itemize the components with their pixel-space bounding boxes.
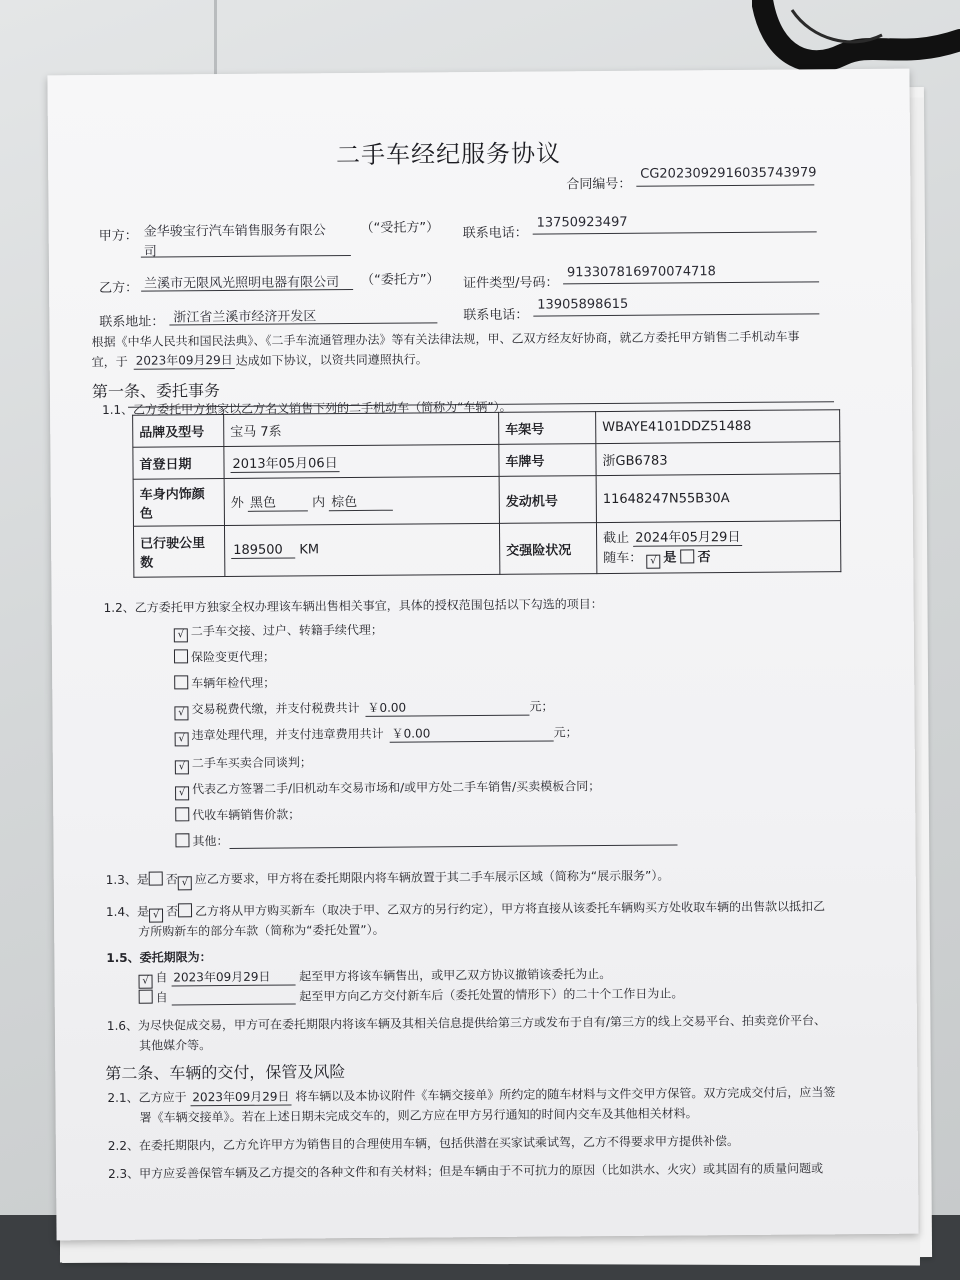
phone-cord bbox=[752, 0, 960, 70]
preamble-date: 2023年09月29日 bbox=[134, 351, 235, 370]
scope-item-label: 代收车辆销售价款； bbox=[192, 807, 301, 823]
clause-2-3: 2.3、甲方应妥善保管车辆及乙方提交的各种文件和有关材料；但是车辆由于不可抗力的原因（比如洪水、火灾）或其固有的质量问题或 bbox=[108, 1161, 824, 1181]
clause-1-4 bbox=[106, 897, 825, 923]
mileage-value-cell bbox=[224, 523, 499, 576]
term-option-1-from: 自 bbox=[155, 970, 168, 985]
party-b-id-number: 913307816970074718 bbox=[566, 264, 716, 281]
party-a-phone: 13750923497 bbox=[536, 214, 628, 231]
party-b-name: 兰溪市无限风光照明电器有限公司 bbox=[144, 275, 340, 292]
clause-1-3 bbox=[106, 867, 670, 891]
clause-1-2-intro: 1.2、乙方委托甲方独家全权办理该车辆出售相关事宜，具体的授权范围包括以下勾选的项目： bbox=[103, 597, 603, 615]
party-a-phone-line bbox=[533, 231, 817, 234]
term-option-2-text: 起至甲方向乙方交付新车后（委托处置的情形下）的二十个工作日为止。 bbox=[299, 986, 684, 1004]
color-label-line-1: 车身内饰颜 bbox=[139, 487, 205, 503]
clause-1-3-yes: 是 bbox=[136, 872, 149, 887]
insurance-value-cell bbox=[596, 521, 840, 574]
vin-value-cell: WBAYE4101DDZ51488 bbox=[596, 410, 840, 444]
scope-checkbox[interactable]: √ bbox=[174, 706, 188, 720]
scope-item-label: 代表乙方签署二手/旧机动车交易市场和/或甲方处二手车销售/买卖模板合同； bbox=[191, 779, 601, 797]
violation-amount: ￥0.00 bbox=[390, 723, 554, 742]
scope-item-label: 违章处理代理，并支付违章费用共计 bbox=[191, 726, 384, 743]
clause-2-2: 2.2、在委托期限内，乙方允许甲方为销售目的合理使用车辆，包括供潜在买家试乘试驾，乙方不得要求甲方提供补偿。 bbox=[107, 1134, 739, 1153]
insurance-until-label: 截止 bbox=[603, 530, 630, 547]
clause-1-3-yes-checkbox[interactable] bbox=[149, 872, 163, 886]
preamble-line-2b: 达成如下协议，以资共同遵照执行。 bbox=[235, 352, 428, 368]
scope-item-inspection bbox=[174, 674, 275, 692]
scope-item-insurance bbox=[174, 648, 275, 666]
mileage-label-cell bbox=[133, 526, 224, 578]
party-a-name-cont: 司 bbox=[143, 244, 157, 260]
term-option-1-checkbox[interactable]: √ bbox=[139, 975, 153, 989]
exterior-color: 黑色 bbox=[248, 491, 308, 511]
term-option-2 bbox=[139, 984, 684, 1005]
engine-value-cell: 11648247N55B30A bbox=[596, 474, 840, 523]
scope-checkbox[interactable]: √ bbox=[175, 760, 189, 774]
reg-date-value-cell bbox=[224, 444, 499, 478]
interior-label: 内 bbox=[312, 495, 326, 511]
scope-item-label: 保险变更代理； bbox=[190, 649, 276, 665]
interior-color: 棕色 bbox=[329, 491, 393, 512]
clause-1-4-cont: 方所购新车的部分车款（简称为“委托处置”）。 bbox=[138, 922, 385, 939]
insurance-until-date: 2024年05月29日 bbox=[633, 526, 742, 547]
mileage-label-line-2: 数 bbox=[140, 555, 154, 571]
document-title: 二手车经纪服务协议 bbox=[335, 139, 562, 170]
scope-checkbox[interactable] bbox=[174, 649, 188, 663]
party-b-label: 乙方： bbox=[99, 280, 139, 297]
brand-value-cell: 宝马 7系 bbox=[224, 412, 499, 446]
contract-number: CG2023092916035743979 bbox=[640, 165, 817, 182]
term-option-1-date: 2023年09月29日 bbox=[171, 967, 295, 986]
term-option-2-checkbox[interactable] bbox=[139, 990, 153, 1004]
term-option-2-from: 自 bbox=[155, 990, 168, 1005]
party-b-role: （“委托方”） bbox=[360, 272, 440, 288]
insurance-label-cell: 交强险状况 bbox=[499, 523, 596, 575]
engine-label-cell: 发动机号 bbox=[499, 476, 596, 524]
insurance-yes-label: 是 bbox=[663, 550, 677, 566]
scope-item-label: 二手车交接、过户、转籍手续代理； bbox=[190, 622, 383, 639]
scope-item-label: 二手车买卖合同谈判； bbox=[191, 755, 312, 771]
scope-checkbox[interactable]: √ bbox=[175, 786, 189, 800]
clause-2-1-cont: 署《车辆交接单》。若在上述日期未完成交车的，则乙方应在甲方另行通知的时间内交车及其他相关材料。 bbox=[139, 1106, 698, 1125]
vehicle-info-table bbox=[132, 409, 841, 578]
mileage-value: 189500 bbox=[231, 542, 295, 559]
id-type-label: 证件类型/号码： bbox=[463, 275, 559, 292]
party-a-phone-label: 联系电话： bbox=[462, 225, 528, 242]
table-row bbox=[133, 474, 840, 527]
clause-2-1-start: 2.1、乙方应于 bbox=[107, 1090, 187, 1105]
contract-page bbox=[47, 69, 918, 1241]
violation-yuan: 元； bbox=[553, 725, 578, 740]
clause-1-4-yes: 是 bbox=[137, 904, 150, 919]
party-b-address: 浙江省兰溪市经济开发区 bbox=[173, 309, 317, 326]
vin-label-cell: 车架号 bbox=[499, 412, 596, 445]
exterior-label: 外 bbox=[230, 495, 244, 511]
clause-2-1-text: 将车辆以及本协议附件《车辆交接单》所约定的随车材料与文件交甲方保管。双方完成交付后，应当签 bbox=[295, 1085, 836, 1104]
scope-checkbox[interactable]: √ bbox=[174, 628, 188, 642]
scope-checkbox[interactable] bbox=[175, 807, 189, 821]
preamble-line-2a: 宜，于 bbox=[91, 354, 128, 370]
reg-date-value: 2013年05月06日 bbox=[230, 452, 339, 473]
scope-item-collect-payment bbox=[175, 805, 300, 823]
scope-item-negotiation bbox=[175, 753, 312, 774]
party-b-phone: 13905898615 bbox=[537, 296, 629, 313]
scope-item-label: 其他： bbox=[192, 834, 229, 849]
preamble-line-1: 根据《中华人民共和国民法典》、《二手车流通管理办法》等有关法律法规，甲、乙双方经友好协商，就乙方委托甲方销售二手机动车事 bbox=[91, 329, 800, 350]
party-a-role: （“受托方”） bbox=[360, 220, 440, 236]
mileage-unit: KM bbox=[299, 542, 320, 558]
scope-checkbox[interactable]: √ bbox=[175, 732, 189, 746]
clause-1-1: 1.1、乙方委托甲方独家以乙方名义销售下列的二手机动车（简称为“车辆”）。 bbox=[102, 399, 512, 417]
clause-1-4-text: 乙方将从甲方购买新车（取决于甲、乙双方的另行约定），甲方将直接从该委托车辆购买方处收取车辆的出售款以抵扣乙 bbox=[195, 899, 826, 919]
article-1-title: 第一条、委托事务 bbox=[91, 381, 221, 402]
tax-yuan: 元； bbox=[529, 699, 554, 714]
color-label-line-2: 色 bbox=[139, 506, 153, 522]
article-2-title: 第二条、车辆的交付，保管及风险 bbox=[105, 1062, 346, 1083]
clause-2-1-date: 2023年09月29日 bbox=[190, 1088, 291, 1107]
plate-label-cell: 车牌号 bbox=[499, 444, 596, 477]
scope-item-violation bbox=[175, 723, 578, 746]
table-row bbox=[133, 521, 840, 578]
scope-checkbox[interactable] bbox=[175, 833, 189, 847]
scope-item-label: 车辆年检代理； bbox=[191, 675, 276, 691]
clause-1-6-cont: 其他媒介等。 bbox=[139, 1038, 212, 1053]
contract-number-line bbox=[636, 184, 814, 186]
color-label-cell bbox=[133, 479, 224, 527]
scope-item-tax bbox=[174, 697, 553, 720]
insurance-with-label: 随车： bbox=[603, 550, 643, 567]
scope-checkbox[interactable] bbox=[174, 675, 188, 689]
party-b-phone-line bbox=[533, 313, 819, 316]
term-option-1-text: 起至甲方将该车辆售出，或甲乙双方协议撤销该委托为止。 bbox=[299, 967, 612, 984]
brand-label-cell: 品牌及型号 bbox=[133, 415, 224, 448]
clause-1-4-no-checkbox[interactable] bbox=[178, 903, 192, 917]
scope-item-sign-contract bbox=[175, 777, 600, 800]
scope-item-transfer bbox=[174, 621, 383, 643]
clause-1-4-yes-checkbox[interactable]: √ bbox=[149, 909, 163, 923]
address-label: 联系地址： bbox=[99, 314, 165, 331]
plate-value-cell: 浙GB6783 bbox=[596, 442, 840, 476]
clause-1-4-number: 1.4、 bbox=[105, 904, 138, 919]
clause-1-3-no: 否 bbox=[165, 872, 178, 887]
clause-1-3-no-checkbox[interactable]: √ bbox=[178, 876, 192, 890]
party-a-line bbox=[141, 255, 351, 258]
party-b-id-line bbox=[563, 281, 819, 284]
scope-item-label: 交易税费代缴，并支付税费共计 bbox=[191, 700, 360, 717]
scope-item-other bbox=[175, 832, 228, 849]
insurance-no-checkbox[interactable] bbox=[680, 549, 694, 563]
clause-1-5-title: 1.5、委托期限为： bbox=[106, 950, 212, 965]
tax-amount: ￥0.00 bbox=[365, 698, 529, 717]
contract-number-label: 合同编号： bbox=[566, 176, 632, 193]
insurance-no-label: 否 bbox=[697, 550, 711, 566]
party-a-label: 甲方： bbox=[98, 228, 138, 245]
party-a-name: 金华骏宝行汽车销售服务有限公 bbox=[143, 223, 326, 240]
clause-1-3-number: 1.3、 bbox=[105, 872, 137, 887]
color-value-cell bbox=[224, 476, 499, 525]
clause-2-1 bbox=[107, 1083, 835, 1107]
clause-1-3-text: 应乙方要求，甲方将在委托期限内将车辆放置于其二手车展示区域（简称为“展示服务”）。 bbox=[194, 868, 670, 887]
clause-1-6: 1.6、为尽快促成交易，甲方可在委托期限内将该车辆及其相关信息提供给第三方或发布于自有/第三方的线上交易平台、拍卖竞价平台、 bbox=[106, 1013, 827, 1033]
insurance-yes-checkbox[interactable]: √ bbox=[646, 555, 660, 569]
clause-1-4-no: 否 bbox=[166, 904, 179, 919]
party-b-phone-label: 联系电话： bbox=[463, 307, 529, 324]
reg-date-label-cell: 首登日期 bbox=[133, 447, 224, 480]
other-line bbox=[230, 844, 678, 849]
mileage-label-line-1: 已行驶公里 bbox=[140, 536, 206, 552]
